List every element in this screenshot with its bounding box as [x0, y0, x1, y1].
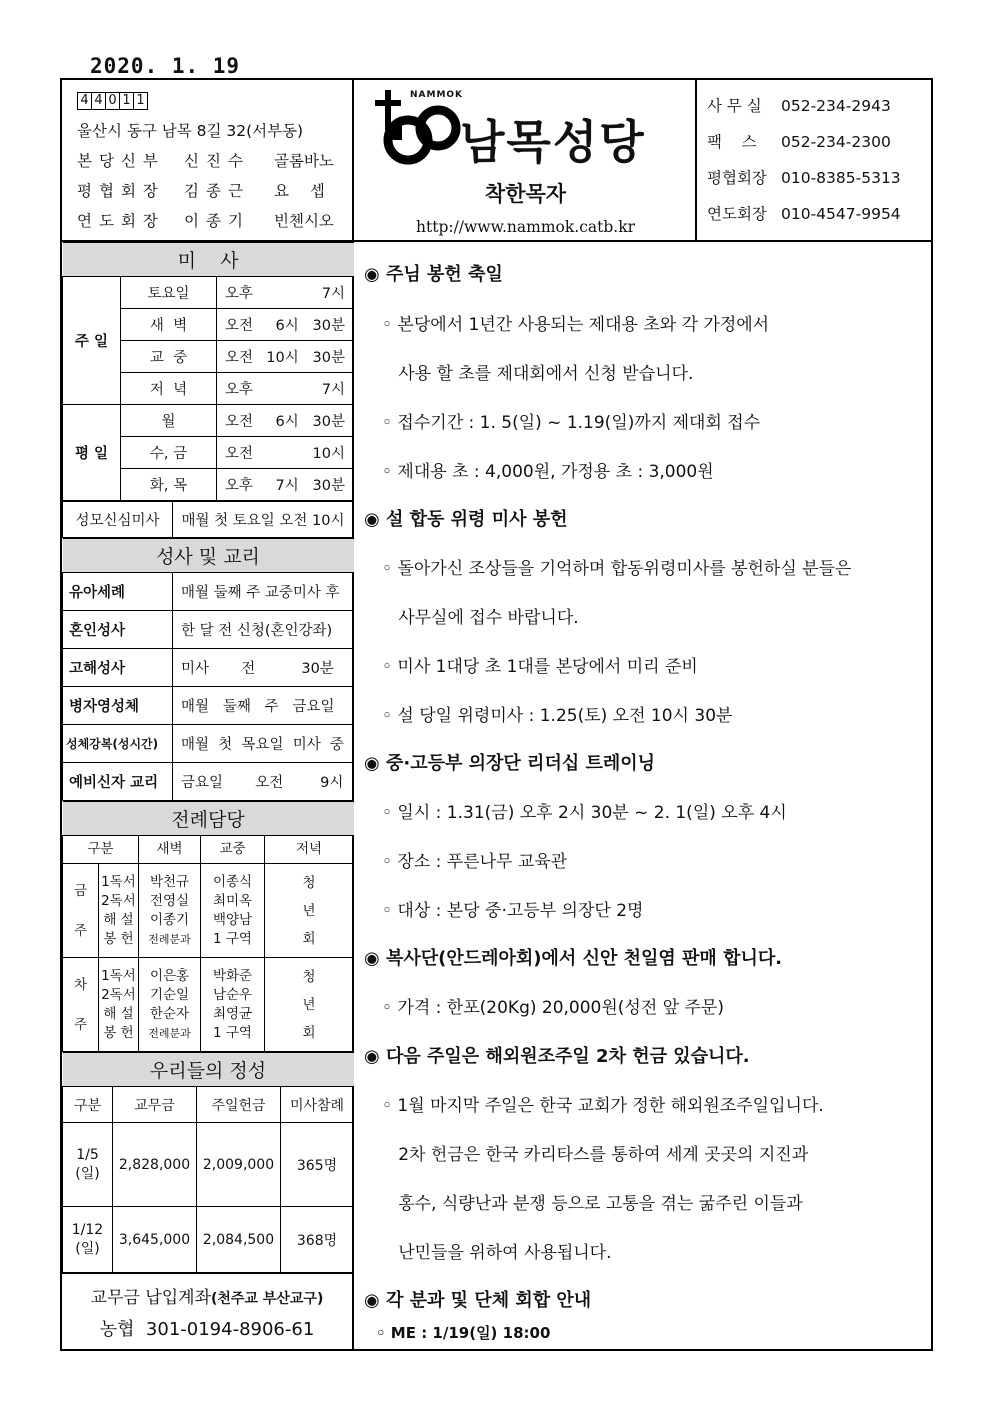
offering-dues: 2,828,000 — [113, 1123, 197, 1207]
person: 최영균 — [212, 1005, 253, 1022]
mass-hour: 7시 — [321, 382, 345, 398]
table-row — [63, 502, 354, 538]
column-header: 교중 — [201, 836, 265, 864]
week-tag — [63, 958, 99, 1052]
offering-collection: 2,084,500 — [197, 1207, 281, 1273]
staff-label: 평협회장 — [77, 182, 165, 200]
evening-char: 청 — [302, 874, 316, 891]
parish-logo — [372, 88, 692, 168]
header — [62, 80, 931, 242]
week-tag-bottom: 주 — [73, 1016, 88, 1033]
person: 남순우 — [212, 986, 253, 1003]
evening-char: 청 — [302, 968, 316, 985]
notice-item: ◦ 가격 : 한포(20Kg) 20,000원(성전 앞 주문) — [382, 998, 724, 1018]
role: 봉 헌 — [103, 930, 134, 947]
notice-item: ◦ 대상 : 본당 중·고등부 의장단 2명 — [382, 901, 644, 921]
person: 전례분과 — [148, 1026, 191, 1040]
account-label-main: 교무금 납입계좌 — [90, 1288, 211, 1308]
parish-url[interactable]: http://www.nammok.catb.kr — [416, 218, 635, 236]
staff-row — [77, 146, 352, 176]
mass-time-cell — [217, 277, 354, 309]
rite-value: 매월 첫 목요일 미사 중 — [173, 725, 354, 763]
notice-item: ◦ 미사 1대당 초 1대를 본당에서 미리 준비 — [382, 657, 698, 677]
marian-mass-value: 매월 첫 토요일 오전 10시 — [173, 502, 354, 538]
mass-time-cell — [217, 341, 354, 373]
person: 1 구역 — [213, 930, 252, 947]
rites-table — [62, 538, 354, 801]
week-tag-top: 차 — [73, 976, 88, 993]
mass-day: 토요일 — [121, 277, 217, 309]
staff-label: 본당신부 — [77, 152, 165, 170]
column-header: 구분 — [63, 1087, 113, 1123]
role: 봉 헌 — [103, 1024, 134, 1041]
notice-title: ◉ 다음 주일은 해외원조주일 2차 헌금 있습니다. — [364, 1046, 750, 1067]
staff-baptismal: 빈첸시오 — [274, 212, 334, 230]
offering-date-value: 1/5 — [76, 1146, 99, 1163]
offering-date-value: 1/12 — [71, 1221, 104, 1238]
address: 울산시 동구 남목 8길 32(서부동) — [77, 122, 304, 140]
notice-item: ◦ 설 당일 위령미사 : 1.25(토) 오전 10시 30분 — [382, 706, 733, 726]
table-row — [63, 725, 354, 763]
notice-item: 난민들을 위하여 사용됩니다. — [382, 1243, 612, 1263]
dawn-list — [139, 958, 201, 1052]
zip-digit: 0 — [105, 92, 120, 110]
mass-schedule-table — [62, 242, 354, 501]
mass-ampm: 오후 — [225, 286, 254, 302]
staff-row — [77, 176, 352, 206]
zip-code — [77, 92, 352, 110]
cross-69-logo-icon — [372, 88, 462, 168]
person: 박천규 — [149, 873, 190, 890]
mass-time-cell — [217, 469, 354, 501]
mass-ampm: 오전 — [225, 414, 254, 430]
role: 2독서 — [101, 986, 136, 1003]
table-row — [63, 1207, 354, 1273]
week-tag — [63, 864, 99, 958]
mass-ampm: 오전 — [225, 318, 254, 334]
person: 기순일 — [149, 986, 190, 1003]
table-row — [63, 763, 354, 801]
notice-item: ◦ 돌아가신 조상들을 기억하며 합동위령미사를 봉헌하실 분들은 — [382, 559, 852, 579]
notice-item: 사용 할 초를 제대회에서 신청 받습니다. — [382, 364, 694, 384]
zip-digit: 4 — [77, 92, 92, 110]
offering-attendance: 368명 — [281, 1207, 354, 1273]
role-list — [99, 864, 139, 958]
role: 1독서 — [101, 967, 136, 984]
liturgy-heading: 전례담당 — [63, 802, 354, 836]
table-row — [63, 405, 354, 437]
contact-row — [707, 168, 931, 204]
liturgy-table — [62, 801, 354, 1052]
notice-item: ◦ 장소 : 푸른나무 교육관 — [382, 852, 568, 872]
mass-time-cell — [217, 405, 354, 437]
notice-item: 홍수, 식량난과 분쟁 등으로 고통을 겪는 굶주린 이들과 — [382, 1194, 803, 1214]
notice-title: ◉ 주님 봉헌 축일 — [364, 264, 503, 285]
notice-item: ◦ ME : 1/19(일) 18:00 — [376, 1324, 551, 1342]
column-header: 저녁 — [265, 836, 354, 864]
table-row — [63, 958, 354, 1052]
rite-value: 매월 둘째 주 금요일 — [173, 687, 354, 725]
person: 1 구역 — [213, 1024, 252, 1041]
notice-item: ◦ 본당에서 1년간 사용되는 제대용 초와 각 가정에서 — [382, 315, 770, 335]
column-header: 미사참례 — [281, 1087, 354, 1123]
offering-table — [62, 1052, 354, 1273]
week-tag-top: 금 — [73, 882, 88, 899]
mass-ampm: 오후 — [225, 478, 254, 494]
mass-day: 수, 금 — [121, 437, 217, 469]
contact-row — [707, 204, 931, 240]
mass-hour: 10시 30분 — [266, 350, 345, 366]
rite-value: 금요일 오전 9시 — [173, 763, 354, 801]
dawn-list — [139, 864, 201, 958]
staff-name: 김종근 — [184, 182, 250, 200]
mass-heading: 미 사 — [63, 243, 354, 277]
bulletin-frame — [60, 78, 933, 1351]
contact-label: 팩 스 — [707, 133, 757, 151]
notice-item: ◦ 접수기간 : 1. 5(일) ~ 1.19(일)까지 제대회 접수 — [382, 413, 761, 433]
person: 박화준 — [212, 967, 253, 984]
notice-item: ◦ 제대용 초 : 4,000원, 가정용 초 : 3,000원 — [382, 462, 714, 482]
mass-day: 화, 목 — [121, 469, 217, 501]
week-tag-bottom: 주 — [73, 922, 88, 939]
notice-item: ◦ 일시 : 1.31(금) 오후 2시 30분 ~ 2. 1(일) 오후 4시 — [382, 803, 787, 823]
table-row — [63, 611, 354, 649]
parish-info — [62, 80, 354, 240]
notice-title: ◉ 설 합동 위령 미사 봉헌 — [364, 509, 568, 530]
mass-ampm: 오전 — [225, 446, 254, 462]
contact-value: 010-8385-5313 — [781, 169, 901, 187]
person: 이종기 — [149, 911, 190, 928]
evening-char: 년 — [302, 996, 316, 1013]
contact-value: 010-4547-9954 — [781, 205, 901, 223]
contact-value: 052-234-2300 — [781, 133, 891, 151]
person: 백양남 — [212, 911, 253, 928]
offering-attendance: 365명 — [281, 1123, 354, 1207]
evening-char: 회 — [302, 1024, 316, 1041]
mass-day: 새 벽 — [121, 309, 217, 341]
contact-list — [697, 80, 931, 240]
contact-value: 052-234-2943 — [781, 97, 891, 115]
table-row — [63, 864, 354, 958]
role: 해 설 — [103, 911, 134, 928]
bulletin-date: 2020. 1. 19 — [90, 54, 241, 78]
offering-dues: 3,645,000 — [113, 1207, 197, 1273]
notice-title: ◉ 복사단(안드레아회)에서 신안 천일염 판매 합니다. — [364, 948, 783, 969]
left-column — [62, 242, 354, 1351]
column-header: 새벽 — [139, 836, 201, 864]
account-label-diocese: (천주교 부산교구) — [211, 1291, 324, 1307]
role: 2독서 — [101, 892, 136, 909]
mass-day: 교 중 — [121, 341, 217, 373]
staff-baptismal: 골롬바노 — [274, 152, 334, 170]
main-list — [201, 864, 265, 958]
table-row — [63, 836, 354, 864]
staff-label: 연도회장 — [77, 212, 165, 230]
sunday-title: 착한목자 — [484, 182, 567, 206]
person: 이은홍 — [149, 967, 190, 984]
offering-heading: 우리들의 정성 — [63, 1053, 354, 1087]
mass-day: 월 — [121, 405, 217, 437]
table-row — [63, 687, 354, 725]
notice-title: ◉ 각 분과 및 단체 회합 안내 — [364, 1290, 592, 1311]
column-header: 교무금 — [113, 1087, 197, 1123]
table-row — [63, 573, 354, 611]
notice-item: 사무실에 접수 바랍니다. — [382, 608, 579, 628]
account-number: 농협 301-0194-8906-61 — [99, 1319, 315, 1340]
mass-ampm: 오후 — [225, 382, 254, 398]
evening-list — [265, 958, 354, 1052]
contact-label: 사 무 실 — [707, 97, 762, 115]
offering-date — [63, 1207, 113, 1273]
logo-small-text: NAMMOK — [410, 90, 464, 100]
zip-digit: 4 — [91, 92, 106, 110]
person: 이종식 — [212, 873, 253, 890]
person: 최미옥 — [212, 892, 253, 909]
contact-label: 연도회장 — [707, 205, 767, 223]
table-row — [63, 649, 354, 687]
account-label — [62, 1282, 352, 1314]
rite-label: 고해성사 — [63, 649, 173, 687]
rite-label: 성체강복(성시간) — [63, 725, 173, 763]
table-row — [63, 1123, 354, 1207]
mass-time-cell — [217, 373, 354, 405]
person: 전례분과 — [148, 932, 191, 946]
staff-name: 신진수 — [184, 152, 250, 170]
mass-hour: 7시 30분 — [275, 478, 345, 494]
rite-label: 혼인성사 — [63, 611, 173, 649]
zip-digit: 1 — [119, 92, 134, 110]
bank-account — [62, 1273, 352, 1349]
offering-date — [63, 1123, 113, 1207]
column-header: 구분 — [63, 836, 139, 864]
evening-char: 회 — [302, 930, 316, 947]
sunday-label: 주 일 — [63, 277, 121, 405]
mass-time-cell — [217, 437, 354, 469]
mass-hour: 7시 — [321, 286, 345, 302]
rites-heading: 성사 및 교리 — [63, 539, 354, 573]
weekday-label: 평 일 — [63, 405, 121, 501]
mass-time-cell — [217, 309, 354, 341]
person: 전영실 — [149, 892, 190, 909]
mass-ampm: 오전 — [225, 350, 254, 366]
rite-label: 예비신자 교리 — [63, 763, 173, 801]
rite-value: 매월 둘째 주 교중미사 후 — [173, 573, 354, 611]
staff-name: 이종기 — [184, 212, 250, 230]
mass-hour: 10시 — [312, 446, 345, 462]
role-list — [99, 958, 139, 1052]
contact-row — [707, 132, 931, 168]
contact-row — [707, 96, 931, 132]
parish-name: 남목성당 — [460, 115, 646, 169]
evening-list — [265, 864, 354, 958]
marian-mass-label: 성모신심미사 — [63, 502, 173, 538]
notice-item: ◦ 1월 마지막 주일은 한국 교회가 정한 해외원조주일입니다. — [382, 1096, 824, 1116]
role: 1독서 — [101, 873, 136, 890]
person: 한순자 — [149, 1005, 190, 1022]
evening-char: 년 — [302, 902, 316, 919]
mass-hour: 6시 30분 — [275, 318, 345, 334]
mass-hour: 6시 30분 — [275, 414, 345, 430]
zip-digit: 1 — [133, 92, 148, 110]
role: 해 설 — [103, 1005, 134, 1022]
offering-day: (일) — [75, 1165, 100, 1182]
rite-value: 한 달 전 신청(혼인강좌) — [173, 611, 354, 649]
column-header: 주일헌금 — [197, 1087, 281, 1123]
rite-label: 병자영성체 — [63, 687, 173, 725]
notices — [354, 242, 931, 1351]
table-row — [63, 277, 354, 309]
offering-day: (일) — [75, 1240, 100, 1257]
notice-item: 2차 헌금은 한국 카리타스를 통하여 세계 곳곳의 지진과 — [382, 1145, 809, 1165]
rite-value: 미사 전 30분 — [173, 649, 354, 687]
parish-logo-block — [354, 80, 697, 240]
contact-label: 평협회장 — [707, 169, 767, 187]
mass-day: 저 녁 — [121, 373, 217, 405]
staff-baptismal: 요 셉 — [274, 182, 333, 200]
main-list — [201, 958, 265, 1052]
table-row — [63, 1087, 354, 1123]
notice-title: ◉ 중·고등부 의장단 리더십 트레이닝 — [364, 753, 656, 774]
staff-row — [77, 206, 352, 236]
offering-collection: 2,009,000 — [197, 1123, 281, 1207]
rite-label: 유아세례 — [63, 573, 173, 611]
marian-mass-table — [62, 501, 354, 538]
